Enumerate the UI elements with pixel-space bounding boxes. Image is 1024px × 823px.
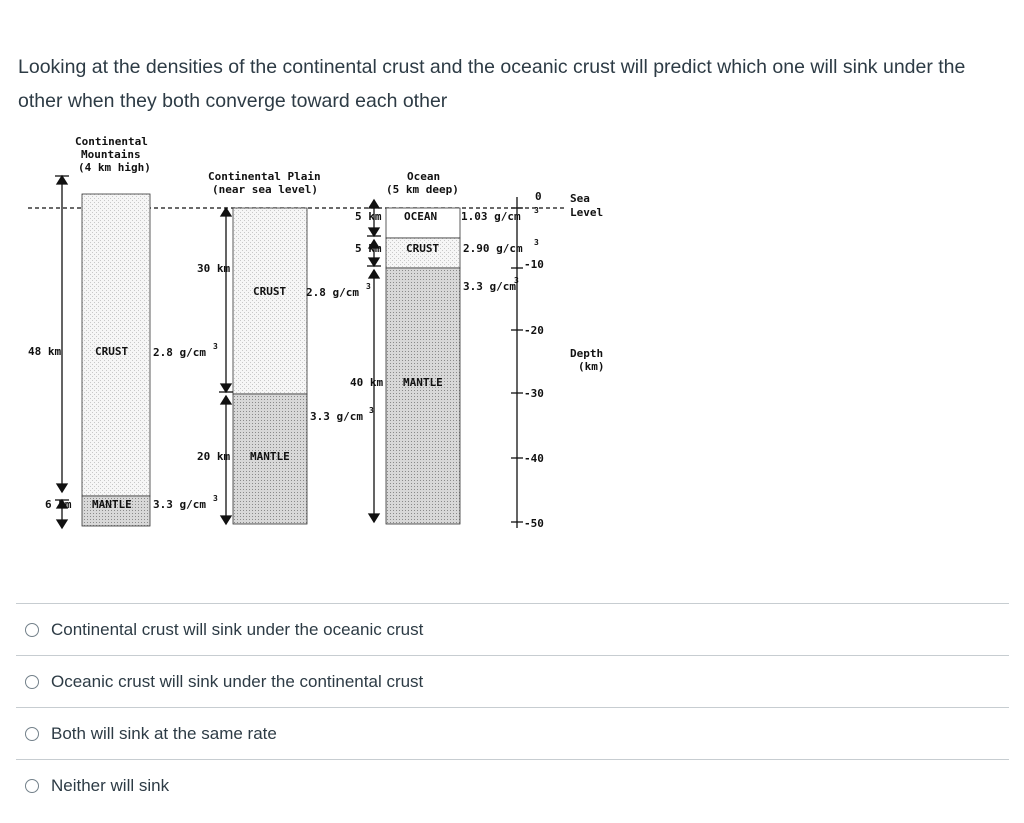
option-label: Neither will sink xyxy=(51,775,170,795)
option-continental-sinks[interactable] xyxy=(16,603,1009,655)
plain-label-1: Continental Plain xyxy=(208,170,321,183)
plain-mantle-thickness: 20 km xyxy=(197,450,231,463)
radio-button[interactable] xyxy=(25,727,39,741)
sea-label-1: Sea xyxy=(570,192,590,205)
radio-button[interactable] xyxy=(25,623,39,637)
depth-tick-30: -30 xyxy=(524,387,544,400)
ocean-mantle-label: MANTLE xyxy=(403,376,443,389)
option-label: Both will sink at the same rate xyxy=(51,723,277,743)
radio-button[interactable] xyxy=(25,675,39,689)
depth-tick-0: 0 xyxy=(535,190,542,203)
mountain-crust-label: CRUST xyxy=(95,345,129,358)
ocean-mantle-cube: 3 xyxy=(514,276,519,285)
plain-crust-block xyxy=(233,208,307,394)
ocean-label-1: Ocean xyxy=(407,170,441,183)
ocean-crust-density: 2.90 g/cm xyxy=(463,242,523,255)
plain-label-2: (near sea level) xyxy=(212,183,318,196)
mountain-mantle-thickness: 6 km xyxy=(45,498,72,511)
depth-tick-10: -10 xyxy=(524,258,544,271)
depth-label-1: Depth xyxy=(570,347,604,360)
plain-crust-label: CRUST xyxy=(253,285,287,298)
plain-mantle-density: 3.3 g/cm xyxy=(310,410,363,423)
depth-label-2: (km) xyxy=(578,360,605,373)
ocean-water-cube: 3 xyxy=(534,206,539,215)
ocean-water-density: 1.03 g/cm xyxy=(461,210,521,223)
radio-button[interactable] xyxy=(25,779,39,793)
mountains-label-3: (4 km high) xyxy=(78,161,151,174)
ocean-crust-thickness: 5 km xyxy=(355,242,382,255)
answer-options xyxy=(16,603,1009,811)
depth-tick-20: -20 xyxy=(524,324,544,337)
option-oceanic-sinks[interactable] xyxy=(16,655,1009,707)
option-same-rate[interactable] xyxy=(16,707,1009,759)
plain-crust-density: 2.8 g/cm xyxy=(306,286,359,299)
mountain-crust-thickness: 48 km xyxy=(28,345,62,358)
option-neither-sinks[interactable] xyxy=(16,759,1009,811)
option-label: Continental crust will sink under the oceanic crust xyxy=(51,619,424,639)
plain-crust-thickness: 30 km xyxy=(197,262,231,275)
ocean-mantle-density: 3.3 g/cm xyxy=(463,280,516,293)
ocean-crust-label: CRUST xyxy=(406,242,440,255)
option-label: Oceanic crust will sink under the continental crust xyxy=(51,671,424,691)
mountains-label-2: Mountains xyxy=(81,148,141,161)
crust-density-diagram xyxy=(0,130,640,540)
mountain-mantle-label: MANTLE xyxy=(92,498,132,511)
ocean-label-2: (5 km deep) xyxy=(386,183,459,196)
sea-label-2: Level xyxy=(570,206,604,219)
ocean-crust-cube: 3 xyxy=(534,238,539,247)
mountain-crust-density: 2.8 g/cm xyxy=(153,346,206,359)
depth-tick-40: -40 xyxy=(524,452,544,465)
ocean-water-label: OCEAN xyxy=(404,210,438,223)
depth-tick-50: -50 xyxy=(524,517,544,530)
ocean-water-thickness: 5 km xyxy=(355,210,382,223)
plain-mantle-label: MANTLE xyxy=(250,450,290,463)
ocean-mantle-block xyxy=(386,268,460,524)
plain-mantle-cube: 3 xyxy=(369,406,374,415)
mountain-crust-cube: 3 xyxy=(213,342,218,351)
plain-crust-cube: 3 xyxy=(366,282,371,291)
mountain-mantle-cube: 3 xyxy=(213,494,218,503)
ocean-mantle-thickness: 40 km xyxy=(350,376,384,389)
mountains-label-1: Continental xyxy=(75,135,148,148)
question-text: Looking at the densities of the continental crust and the oceanic crust will predict which one will sink under the other when they both converge toward each other xyxy=(18,56,966,112)
mountain-mantle-density: 3.3 g/cm xyxy=(153,498,206,511)
